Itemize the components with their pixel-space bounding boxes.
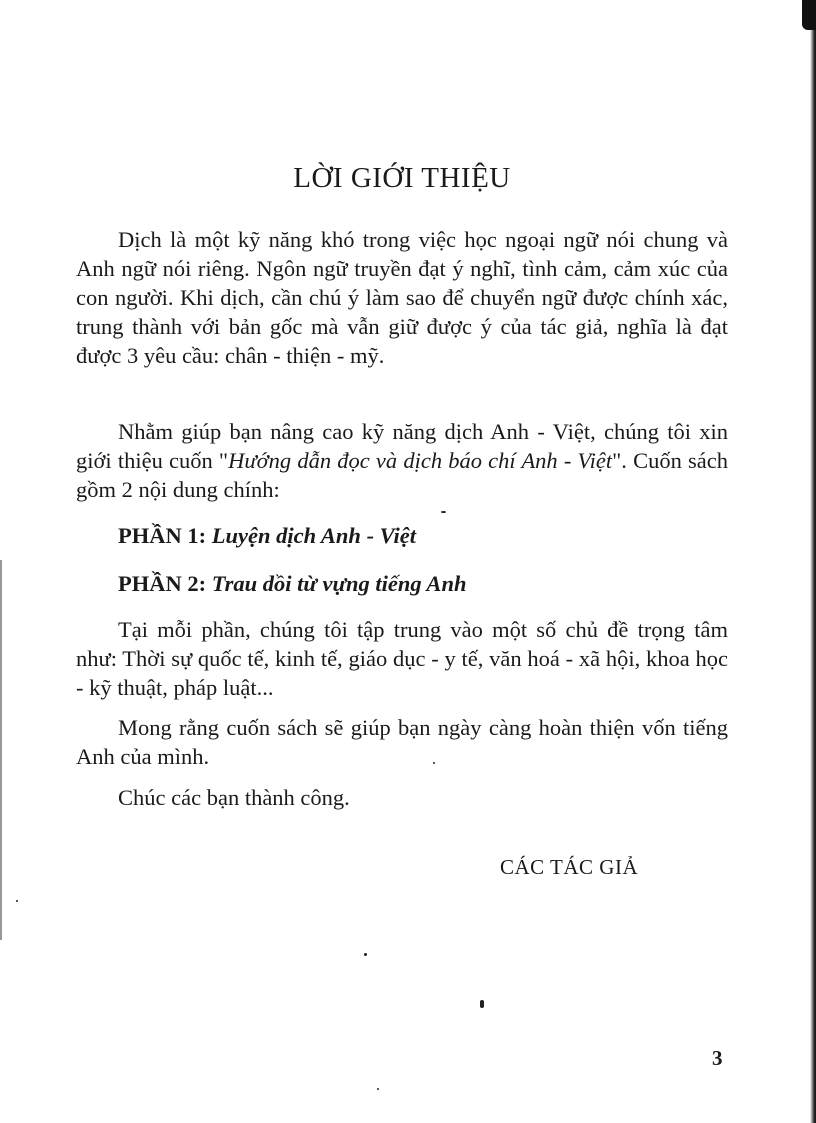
scan-corner-mark xyxy=(802,0,816,30)
closing-paragraph: Mong rằng cuốn sách sẽ giúp bạn ngày càng hoàn thiện vốn tiếng Anh của mình. xyxy=(76,715,728,769)
wishes-paragraph: Chúc các bạn thành công. xyxy=(118,785,350,810)
signature: CÁC TÁC GIẢ xyxy=(500,855,639,879)
scan-edge-right xyxy=(810,0,816,1123)
part-2-name: Trau dồi từ vựng tiếng Anh xyxy=(211,571,467,596)
page-title: LỜI GIỚI THIỆU xyxy=(293,162,511,194)
part-1-label: PHẦN 1: xyxy=(118,523,207,548)
scan-speck xyxy=(480,1000,484,1008)
book-title: Hướng dẫn đọc và dịch báo chí Anh - Việt xyxy=(228,448,613,473)
part-2-label: PHẦN 2: xyxy=(118,571,207,596)
scan-speck xyxy=(16,900,18,902)
scan-edge-left xyxy=(0,560,2,940)
scan-speck xyxy=(364,953,367,956)
topics-paragraph: Tại mỗi phần, chúng tôi tập trung vào một số chủ đề trọng tâm như: Thời sự quốc tế, kinh tế, giáo dục - y tế, văn hoá - xã hội, khoa học - kỹ thuật, pháp luật... xyxy=(76,617,728,700)
intro-paragraph: Dịch là một kỹ năng khó trong việc học ngoại ngữ nói chung và Anh ngữ nói riêng. Ngôn ngữ truyền đạt ý nghĩ, tình cảm, cảm xúc của con người. Khi dịch, cần chú ý làm sao để chuyển ngữ được chính xác, trung thành với bản gốc mà vẫn giữ được ý của tác giả, nghĩa là đạt được 3 yêu cầu: chân - thiện - mỹ. xyxy=(76,227,728,368)
book-intro-text-end: ". Cuốn sách gồm 2 nội dung chính: xyxy=(76,448,729,502)
book-intro-paragraph xyxy=(76,417,728,504)
part-1-name: Luyện dịch Anh - Việt xyxy=(211,523,416,548)
part-1-heading xyxy=(118,521,416,550)
scan-speck xyxy=(441,511,446,513)
book-intro-text: Nhằm giúp bạn nâng cao kỹ năng dịch Anh - Việt, chúng tôi xin giới thiệu cuốn " xyxy=(76,419,728,473)
page-number: 3 xyxy=(712,1046,723,1070)
scan-speck xyxy=(377,1088,379,1090)
part-2-heading xyxy=(118,569,466,598)
